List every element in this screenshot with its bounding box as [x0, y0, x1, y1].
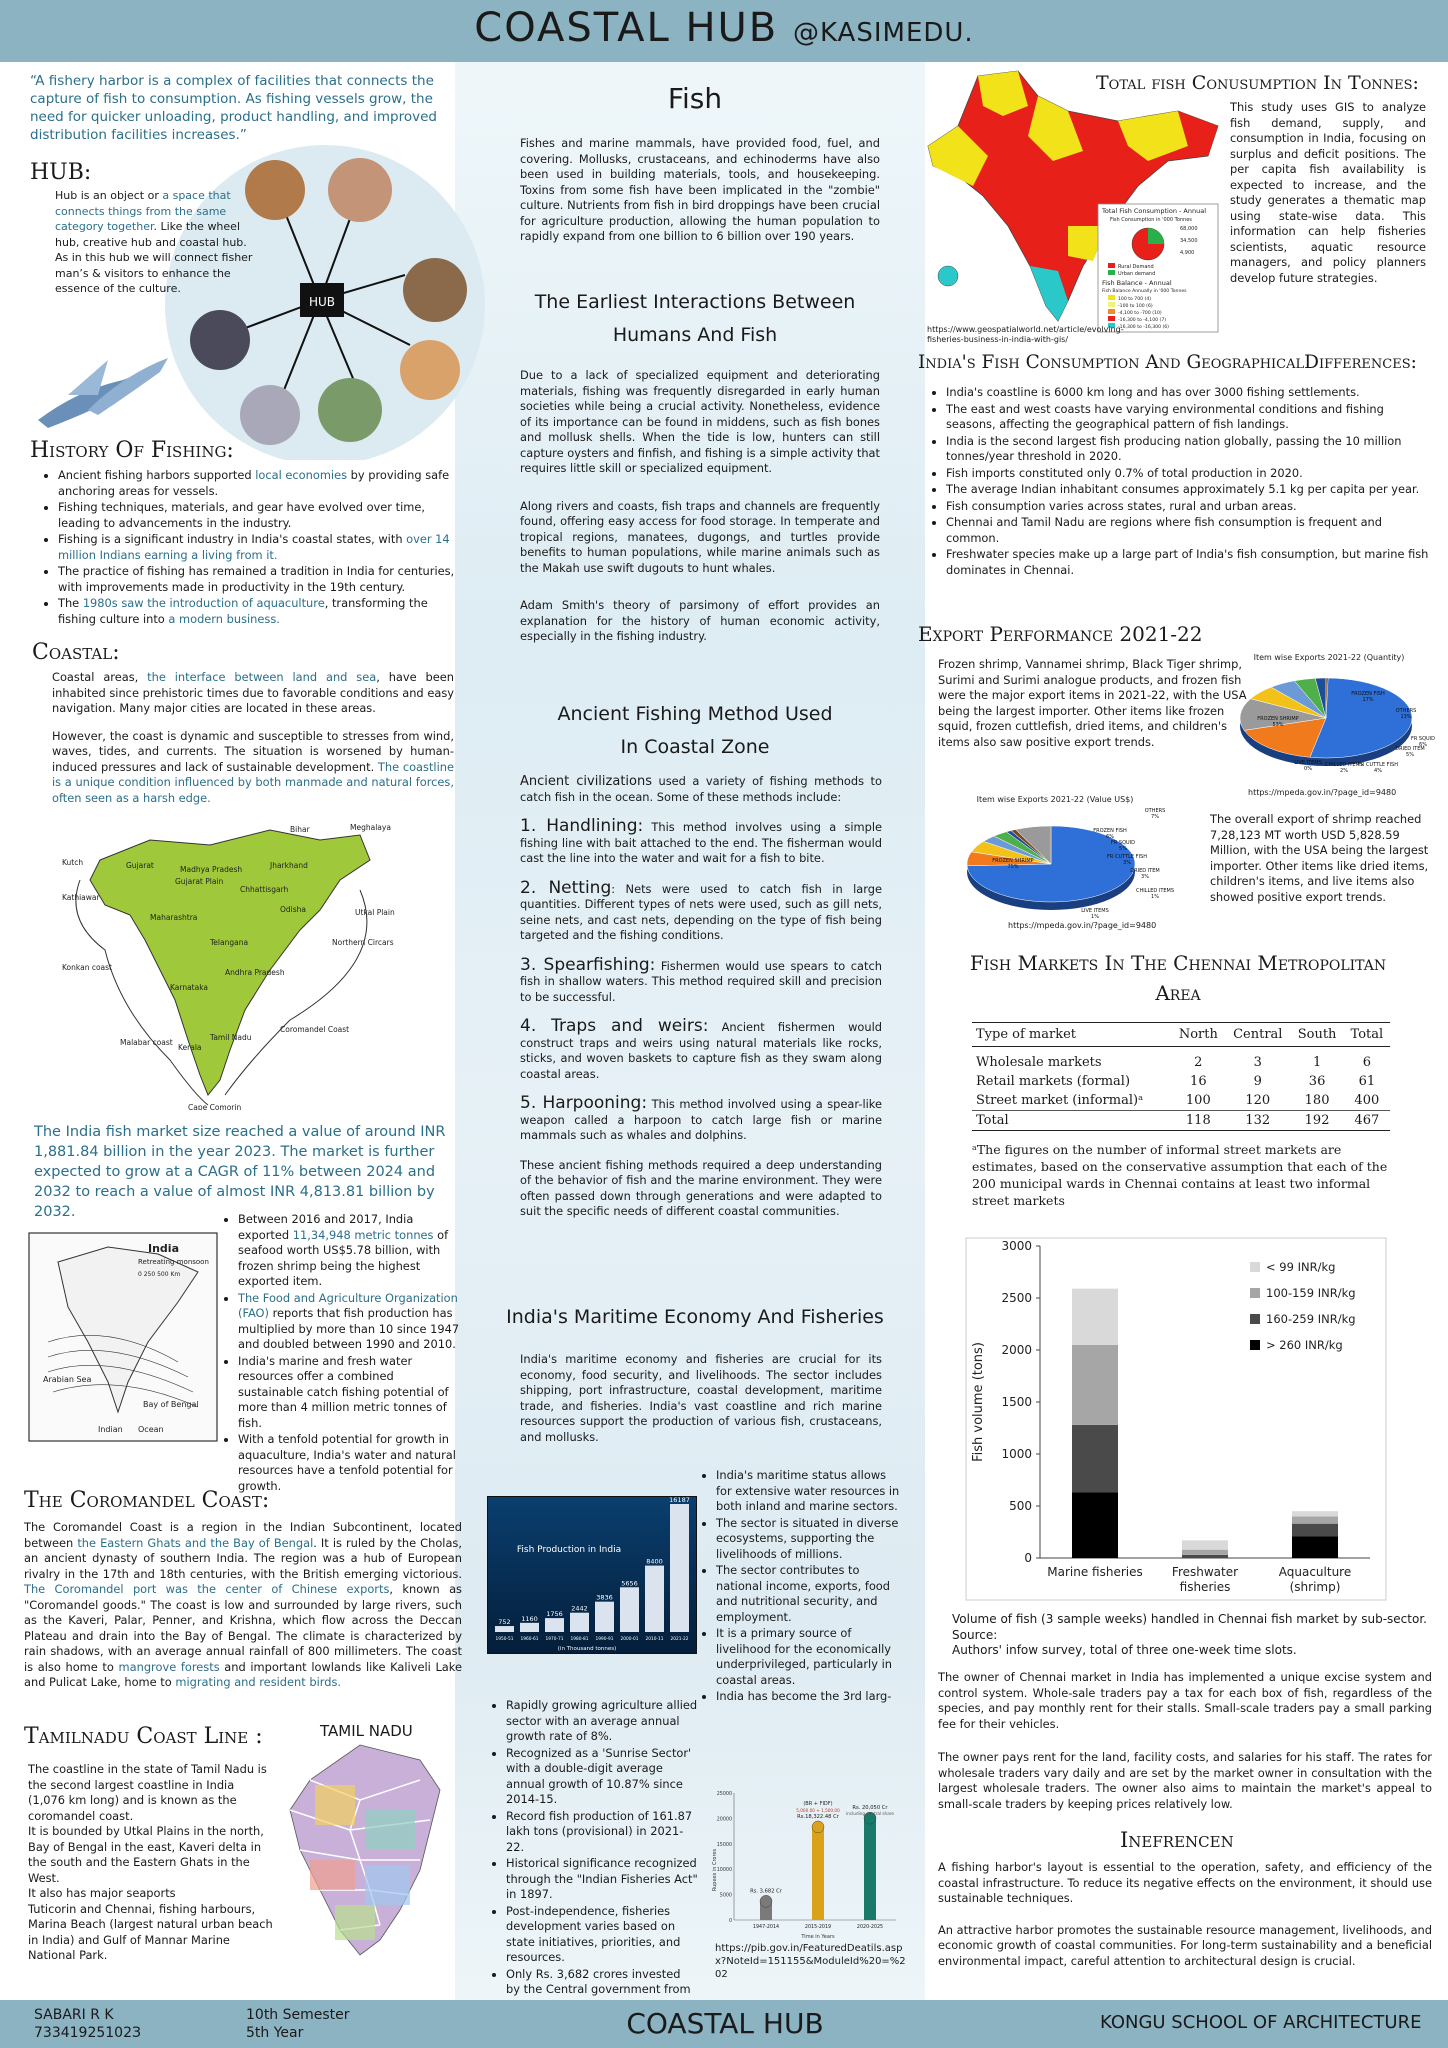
pie-label: FROZEN SHRIMP 75%: [992, 858, 1034, 870]
tamilnadu-text: The coastline in the state of Tamil Nadu is the second largest coastline in India (1,076 km long) and is known as the coromandel coast. It is bounded by Utkal Plains in the north, Bay of Bengal in the east, Kaveri delta in the south and the Eastern Ghats in the West. It also has major seaports Tuticorin and Chennai, fishing harbours, Marina Beach (largest natural urban beach in India) and Gulf of Mannar Marine National Park.: [28, 1762, 273, 1962]
export-heading: Export Performance 2021-22: [918, 622, 1203, 646]
svg-text:4,900: 4,900: [1180, 250, 1195, 256]
table-row: Wholesale markets 2 3 1 6: [976, 1055, 1371, 1070]
svg-text:India: India: [148, 1242, 179, 1255]
hub-heading: HUB:: [30, 160, 92, 185]
svg-text:Bay of Bengal: Bay of Bengal: [143, 1400, 199, 1409]
volume-bar-segment: [1182, 1550, 1228, 1555]
page-title: [0, 0, 1448, 62]
prod-category-label: 1960-61: [520, 1637, 539, 1642]
prod-bar-label: 8400: [646, 1557, 663, 1566]
geo-heading: India's Fish Consumption And GeographicalDifferences:: [918, 352, 1417, 373]
hub-photo-5: [318, 378, 382, 442]
col-header: South: [1290, 1023, 1343, 1047]
hub-photo-3: [403, 258, 467, 322]
volume-legend-label: 160-259 INR/kg: [1266, 1312, 1356, 1326]
svg-text:Konkan coast: Konkan coast: [62, 963, 112, 972]
prod-chart-unit: (in Thousand tonnes): [557, 1646, 617, 1652]
maritime-heading: India's Maritime Economy And Fisheries: [506, 1306, 884, 1328]
invest-y-tick: 15000: [716, 1842, 732, 1848]
volume-legend-label: > 260 INR/kg: [1266, 1338, 1343, 1352]
invest-ylabel: Rupees in Crores: [712, 1848, 718, 1892]
volume-category-label: Marine fisheries: [1047, 1565, 1143, 1579]
prod-bar-label: 3836: [596, 1593, 613, 1602]
ancient-methods: Ancient civilizations used a variety of fishing methods to catch fish in the ocean. Some of these methods include: 1. Handlining: This method involves using a simple fishing line with bait attached to the end. The fisherman would cast the line into the water and wait for a fish to bite. 2. Netting: Nets were used to catch fish in large quantities. Different types of nets were used, such as gill nets, seine nets, and cast nets, depending on the type of fish being targeted and the fishing conditions. 3. Spearfishing: Fishermen would use spears to catch fish in shallow waters. This method required skill and precision to be successful. 4. Traps and weirs: Ancient fishermen would construct traps and weirs using natural materials like rocks, sticks, and woven baskets to capture fish as they swam along coastal areas. 5. Harpooning: This method involved using a spear-like weapon called a harpoon to catch large fish or marine mammals such as whales and dolphins. These ancient fishing methods required a deep understanding of the behavior of fish and the marine environment. They were often passed down through generations and were adapted to suit the specific needs of different coastal communities.: [520, 774, 883, 1218]
svg-text:Malabar coast: Malabar coast: [120, 1038, 173, 1047]
volume-category-label: Freshwater: [1171, 1565, 1239, 1579]
prod-category-label: 1970-71: [545, 1637, 564, 1642]
col-header: Total: [1344, 1023, 1390, 1047]
fish-volume-chart: [960, 1236, 1410, 1606]
svg-text:Urban demand: Urban demand: [1118, 271, 1156, 277]
geo-list: • India's coastline is 6000 km long and has over 3000 fishing settlements. • The east and west coasts have varying environmental conditions and fishing seasons, affecting the geographical pattern of fish landings. • India is the second largest fish producing nation globally, passing the 10 million tonnes/year threshold in 2020. • Fish imports constituted only 0.7% of total production in 2020. • The average Indian inhabitant consumes approximately 5.1 kg per capita per year. • Fish consumption varies across states, rural and urban areas. • Chennai and Tamil Nadu are regions where fish consumption is frequent and common. • Freshwater species make up a large part of India's fish consumption, but marine fish dominates in Chennai.: [930, 385, 1430, 579]
consumption-map-source: https://www.geospatialworld.net/article/evolving-fisheries-business-in-india-with-gis/: [927, 325, 1124, 344]
invest-bar: [864, 1818, 876, 1920]
svg-text:Kathiawar: Kathiawar: [62, 893, 100, 902]
invest-y-tick: 5000: [719, 1893, 732, 1899]
coastal-heading: Coastal:: [32, 640, 120, 665]
svg-text:Telangana: Telangana: [210, 938, 249, 947]
markets-table-wrap: [972, 1022, 1390, 1209]
export-quantity-pie: [1218, 650, 1440, 780]
export-source-1: https://mpeda.gov.in/?page_id=9480: [1248, 788, 1397, 797]
tamilnadu-map-title: TAMIL NADU: [320, 1722, 413, 1740]
flying-fish-illustration: [28, 350, 178, 440]
svg-text:Indian: Indian: [98, 1425, 123, 1434]
volume-y-tick: 0: [1024, 1551, 1032, 1565]
invest-category-label: 1947-2014: [752, 1925, 780, 1930]
prod-category-label: 2010-11: [645, 1637, 664, 1642]
volume-y-tick: 3000: [1001, 1239, 1032, 1253]
pib-source: https://pib.gov.in/FeaturedDeatils.aspx?NoteId=151155&ModuleId%20=%202: [715, 1943, 906, 1980]
volume-bar-segment: [1292, 1536, 1338, 1558]
volume-bar-segment: [1182, 1555, 1228, 1558]
invest-mid-note-2: 5,000.00 + 1,500.00: [796, 1807, 840, 1813]
coromandel-text: The Coromandel Coast is a region in the Indian Subcontinent, located between the Eastern Ghats and the Bay of Bengal. It is ruled by the Cholas, an ancient dynasty of southern India. The region was a hub of European rivalry in the 17th and 18th centuries, with the British emerging victorious. The Coromandel port was the center of Chinese exports, known as "Coromandel goods." The coast is low and surrounded by large rivers, such as the Kaveri, Palar, Penner, and Krishna, which flow across the Deccan Plateau and drain into the Bay of Bengal. The climate is characterized by rain shadows, with an average annual rainfall of 800 millimeters. The coast is also home to mangrove forests and important lowlands like Kaliveli Lake and Pulicat Lake, home to migrating and resident birds.: [24, 1520, 462, 1689]
pie-label: LIVE ITEMS 1%: [1081, 908, 1109, 920]
prod-category-label: 2021-22: [670, 1637, 689, 1642]
footer-title: COASTAL HUB: [626, 2007, 824, 2040]
prod-bar-label: 16187: [669, 1496, 690, 1504]
pie-label: OTHERS 7%: [1144, 808, 1166, 820]
tamilnadu-heading: Tamilnadu Coast Line :: [24, 1724, 263, 1749]
table-row: Street market (informal)ᵃ 100 120 180 400: [976, 1093, 1380, 1108]
invest-mid-note: (BR + FIDF): [803, 1800, 833, 1807]
pie-val-title: Item wise Exports 2021-22 (Value US$): [976, 795, 1134, 804]
svg-text:Kerala: Kerala: [178, 1043, 202, 1052]
legend-sub: Fish Consumption in '000 Tonnes: [1110, 217, 1192, 223]
invest-y-tick: 10000: [716, 1868, 732, 1874]
invest-y-tick: 0: [728, 1919, 732, 1924]
owner-text: The owner of Chennai market in India has implemented a unique excise system and control system. Whole-sale traders pay a tax for each box of fish, regardless of the species, and pay monthly rent for their stalls. Small-scale traders pay a small parking fee for their vehicles. The owner pays rent for the land, facility costs, and salaries for his staff. The rates for wholesale traders vary daily and are set by the market owner in consultation with the largest wholesale traders. The owner also aims to maintain the market's appeal to small-scale traders by keeping prices relatively low.: [938, 1670, 1432, 1811]
title-subtitle: @KASIMEDU.: [792, 18, 974, 48]
volume-y-label: Fish volume (tons): [971, 1342, 986, 1462]
svg-text:Andhra Pradesh: Andhra Pradesh: [225, 968, 285, 977]
volume-bar-segment: [1072, 1345, 1118, 1425]
svg-text:Tamil Nadu: Tamil Nadu: [210, 1033, 252, 1042]
title-text: COASTAL HUB: [474, 5, 779, 51]
volume-legend-swatch: [1250, 1340, 1260, 1350]
volume-bar-segment: [1182, 1540, 1228, 1549]
volume-legend-label: < 99 INR/kg: [1266, 1260, 1336, 1274]
export-text-1: Frozen shrimp, Vannamei shrimp, Black Tiger shrimp, Surimi and Surimi analogue products, and frozen fish were the major export items in 2021-22, with the USA being the largest importer. Other items like frozen squid, frozen cuttlefish, dried items, and children's items also saw positive export trends.: [938, 657, 1247, 749]
pie-label: FR CUTTLE FISH 3%: [1107, 854, 1147, 866]
invest-y-tick: 20000: [716, 1817, 732, 1823]
history-list: • Ancient fishing harbors supported local economies by providing safe anchoring areas for vessels. • Fishing techniques, materials, and gear have evolved over time, leading to advancements in the industry. • Fishing is a significant industry in India's coastal states, with over 14 million Indians earning a living from it. • The practice of fishing has remained a tradition in India for centuries, with improvements made in productivity in the 19th century. • The 1980s saw the introduction of aquaculture, transforming the fishing culture into a modern business.: [42, 468, 457, 628]
svg-text:Utkal Plain: Utkal Plain: [355, 908, 395, 917]
invest-bar: [812, 1827, 824, 1920]
india-consumption-map: [918, 66, 1228, 338]
hub-text: Hub is an object or a space that connects things from the same category together. Like the wheel hub, creative hub and coastal hub. As in this hub we will connect fisher man’s & visitors to enhance the essence of the culture.: [55, 189, 253, 295]
table-row: Retail markets (formal) 16 9 36 61: [976, 1074, 1376, 1089]
col-header: Type of market: [972, 1023, 1172, 1047]
invest-y-tick: 25000: [716, 1792, 732, 1797]
pie-label: FR SQUID 5%: [1110, 840, 1136, 852]
prod-bar-label: 1160: [521, 1614, 538, 1623]
prod-bar: [620, 1587, 639, 1632]
india-monsoon-map: [28, 1232, 218, 1442]
svg-text:Arabian Sea: Arabian Sea: [43, 1375, 92, 1384]
col-header: North: [1172, 1023, 1226, 1047]
svg-text:Gujarat Plain: Gujarat Plain: [175, 877, 224, 886]
legend-title: Total Fish Consumption - Annual: [1102, 207, 1207, 215]
india-facts-list: • Between 2016 and 2017, India exported 11,34,948 metric tonnes of seafood worth US$5.78 billion, with frozen shrimp being the highest exported item. • The Food and Agriculture Organization (FAO) reports that fish production has multiplied by more than 10 since 1947 and doubled between 1990 and 2010. • India's marine and fresh water resources offer a combined sustainable catch fishing potential of more than 4 million metric tonnes of fish. • With a tenfold potential for growth in aquaculture, India's water and natural resources have a tenfold potential for growth.: [222, 1212, 460, 1495]
total-consumption-heading: Total fish Conusumption In Tonnes:: [1096, 72, 1419, 94]
markets-note: ᵃThe figures on the number of informal street markets are estimates, based on the conservative assumption that each of the 200 municipal wards in Chennai contains at least two informal street markets: [972, 1142, 1388, 1208]
volume-legend-label: 100-159 INR/kg: [1266, 1286, 1356, 1300]
volume-y-tick: 1000: [1001, 1447, 1032, 1461]
svg-text:68,000: 68,000: [1180, 226, 1198, 232]
table-row: Total 118 132 192 467: [972, 1111, 1390, 1131]
invest-bar-label: Rs.18,322.48 Cr: [797, 1813, 839, 1820]
coromandel-heading: The Coromandel Coast:: [24, 1488, 270, 1513]
svg-text:-100 to 100 (6): -100 to 100 (6): [1118, 304, 1153, 309]
history-heading: History Of Fishing:: [30, 438, 234, 463]
svg-text:Maharashtra: Maharashtra: [150, 913, 198, 922]
svg-text:Bihar: Bihar: [290, 825, 310, 834]
volume-y-tick: 1500: [1001, 1395, 1032, 1409]
col-header: Central: [1225, 1023, 1290, 1047]
svg-text:Chhattisgarh: Chhattisgarh: [240, 885, 289, 894]
volume-chart-caption: Volume of fish (3 sample weeks) handled in Chennai fish market by sub-sector. Source: Authors' infow survey, total of three one-week time slots.: [952, 1612, 1427, 1657]
hub-center-label: HUB: [308, 295, 336, 309]
svg-text:Rural Demand: Rural Demand: [1118, 264, 1154, 270]
pie-label: FR SQUID 6%: [1410, 736, 1436, 748]
fish-heading: Fish: [667, 82, 723, 115]
invest-category-label: 2015-2019: [804, 1925, 832, 1930]
fish-markets-table: [972, 1022, 1390, 1131]
export-text-2: The overall export of shrimp reached 7,28,123 MT worth USD 5,828.59 Million, with the USA being the largest importer. Other items like dried items, children's items, and live items also showed positive export trends.: [1210, 812, 1429, 904]
markets-heading: Fish Markets In The Chennai Metropolitan Area: [969, 951, 1387, 1005]
maritime-bullets-left: • Rapidly growing agriculture allied sector with an average annual growth rate of 8%. • Recognized as a 'Sunrise Sector' with a double-digit average annual growth of 10.87% since 2014-15. • Record fish production of 161.87 lakh tons (provisional) in 2021-22. • Historical significance recognized through the "Indian Fisheries Act" in 1897. • Post-independence, fisheries development varies based on state initiatives, priorities, and resources. • Only Rs. 3,682 crores invested by the Central government from: [490, 1698, 698, 2014]
svg-text:0 250 500 Km: 0 250 500 Km: [138, 1271, 181, 1278]
pie-label: FROZEN FISH 17%: [1351, 691, 1385, 703]
fish-text: Fishes and marine mammals, have provided food, fuel, and covering. Mollusks, crustaceans, and echinoderms have also been used in building materials, tools, and housekeeping. Toxins from some fish have been implicated in the "zombie" culture. Nutrients from fish in bird droppings have been crucial for agriculture production, allowing the human population to rapidly expand from one billion to 6 billion over 190 years.: [520, 136, 880, 243]
svg-text:Fish Balance Annually in '000: Fish Balance Annually in '000 Tonnes: [1102, 289, 1187, 294]
prod-bar-label: 5656: [621, 1579, 638, 1588]
pie-label: CHILLED ITEMS 2%: [1324, 762, 1364, 774]
volume-category-label: Aquaculture: [1278, 1565, 1352, 1579]
volume-bar-segment: [1072, 1425, 1118, 1493]
prod-category-label: 1990-91: [595, 1637, 614, 1642]
invest-xlabel: Time in Years: [801, 1934, 835, 1940]
volume-bar-segment: [1072, 1289, 1118, 1345]
volume-y-tick: 2500: [1001, 1291, 1032, 1305]
fish-market-callout: The India fish market size reached a value of around INR 1,881.84 billion in the year 2023. The market is further expected to grow at a CAGR of 11% between 2024 and 2032 to reach a value of almost INR 4,813.81 billion by 2032.: [34, 1124, 446, 1220]
volume-bar-segment: [1292, 1516, 1338, 1523]
svg-text:Ocean: Ocean: [138, 1425, 164, 1434]
prod-bar: [520, 1623, 539, 1632]
svg-text:Retreating monsoon: Retreating monsoon: [138, 1258, 209, 1266]
maritime-text: India's maritime economy and fisheries are crucial for its economy, food security, and livelihoods. The sector includes shipping, port infrastructure, coastal development, maritime trade, and fisheries. India's vast coastline and rich marine resources support the production of various fish, crustaceans, and mollusks.: [520, 1352, 882, 1444]
invest-bar-cap: [812, 1821, 824, 1833]
total-consumption-text: This study uses GIS to analyze fish demand, supply, and consumption in India, focusing on surplus and deficit positions. The per capita fish availability is expected to increase, and the study generates a thematic map using state-wise data. This information can help fisheries scientists, aquatic resource managers, and policy planners develop future strategies.: [1230, 100, 1426, 285]
prod-category-label: 1950-51: [495, 1637, 514, 1642]
svg-text:100 to 700 (4): 100 to 700 (4): [1118, 297, 1152, 302]
coastal-text: Coastal areas, the interface between land and sea, have been inhabited since prehistoric times due to favorable conditions and easy navigation. Many major cities are located in these areas. However, the coast is dynamic and susceptible to stresses from wind, waves, tides, and currents. The situation is worsened by human-induced pressures and lack of sustainable development. The coastline is a unique condition influenced by both manmade and natural forces, often seen as a harsh edge.: [52, 670, 454, 805]
volume-bar-segment: [1072, 1492, 1118, 1558]
volume-legend-swatch: [1250, 1288, 1260, 1298]
volume-y-tick: 2000: [1001, 1343, 1032, 1357]
prod-chart-title: Fish Production in India: [516, 1545, 622, 1555]
prod-bar-label: 1756: [546, 1610, 563, 1619]
svg-text:-16,300 to -16,300 (6): -16,300 to -16,300 (6): [1118, 325, 1169, 330]
svg-text:Gujarat: Gujarat: [126, 861, 154, 870]
prod-bar: [595, 1602, 614, 1632]
prod-bar: [670, 1504, 689, 1632]
inference-heading: Inefrencen: [1120, 1828, 1234, 1852]
prod-bar-label: 752: [498, 1618, 511, 1627]
export-value-pie: [955, 792, 1195, 924]
svg-text:Cape Comorin: Cape Comorin: [188, 1103, 242, 1110]
svg-text:Kutch: Kutch: [62, 858, 84, 867]
maritime-bullets-right: • India's maritime status allows for extensive water resources in both inland and marine sectors. • The sector is situated in diverse ecosystems, supporting the livelihoods of millions. • The sector contributes to national income, exports, food and nutritional security, and employment. • It is a primary source of livelihood for the economically underprivileged, particularly in coastal areas. • India has become the 3rd larg-: [700, 1468, 900, 1706]
prod-bar-label: 2442: [571, 1604, 588, 1613]
svg-text:-16,300 to -4,100 (7): -16,300 to -4,100 (7): [1118, 318, 1167, 323]
svg-text:34,500: 34,500: [1180, 238, 1198, 244]
invest-bar-label: Rs. 20,050 Cr: [852, 1805, 888, 1812]
invest-category-label: 2020-2025: [856, 1925, 884, 1930]
volume-bar-segment: [1292, 1524, 1338, 1536]
hub-photo-7: [190, 310, 250, 370]
volume-legend-swatch: [1250, 1262, 1260, 1272]
prod-bar: [495, 1626, 514, 1632]
footer-school: KONGU SCHOOL OF ARCHITECTURE: [1100, 2012, 1422, 2033]
svg-text:Madhya Pradesh: Madhya Pradesh: [180, 865, 243, 874]
svg-text:Meghalaya: Meghalaya: [350, 823, 391, 832]
volume-bar-segment: [1292, 1511, 1338, 1516]
hub-photo-6: [240, 385, 300, 445]
intro-quote: “A fishery harbor is a complex of facilities that connects the capture of fish to consumption. As fishing vessels grow, the need for quicker unloading, product handling, and improved distribution facilities increases.”: [30, 73, 438, 143]
ancient-heading: Ancient Fishing Method Used In Coastal Zone: [557, 703, 833, 758]
prod-bar: [570, 1613, 589, 1632]
invest-bar-label: Rs. 3,682 Cr: [750, 1888, 782, 1895]
inference-text: A fishing harbor's layout is essential to the operation, safety, and efficiency of the coastal infrastructure. To reduce its negative effects on the environment, it should use sustainable techniques. An attractive harbor promotes the sustainable resource management, livelihoods, and economic growth of coastal communities. For long-term sustainability and a beneficial environmental impact, careful attention to architectural design is crucial.: [938, 1860, 1432, 1968]
svg-text:-4,100 to -700 (10): -4,100 to -700 (10): [1118, 311, 1162, 316]
pie-label: CHILLED ITEMS 1%: [1135, 888, 1175, 900]
prod-category-label: 1980-81: [570, 1637, 589, 1642]
volume-legend-swatch: [1250, 1314, 1260, 1324]
prod-bar: [645, 1566, 664, 1632]
coastal-regions-map: [60, 820, 400, 1110]
svg-text:Coromandel Coast: Coromandel Coast: [280, 1025, 350, 1034]
pie-label: DRIED ITEM 3%: [1130, 868, 1160, 880]
prod-category-label: 2000-01: [620, 1637, 639, 1642]
hub-photo-2: [328, 158, 392, 222]
footer-semester: 10th Semester 5th Year: [246, 2007, 350, 2041]
invest-sub-label: including central share: [846, 1811, 894, 1817]
earliest-heading: The Earliest Interactions Between Humans And Fish: [534, 291, 856, 346]
svg-text:Fish Balance - Annual: Fish Balance - Annual: [1102, 279, 1172, 287]
invest-bar-cap: [760, 1895, 772, 1907]
volume-category-label: (shrimp): [1289, 1580, 1341, 1594]
earliest-text: Due to a lack of specialized equipment and deteriorating materials, fishing was frequently disregarded in early human societies while being a crucial activity. Nonetheless, evidence of its importance can be found in middens, such as fish bones and mollusk shells. When the tide is low, hunters can still capture oysters and finfish, and fishing is a simple activity that requires little skill or specialized equipment. Along rivers and coasts, fish traps and channels are frequently found, offering easy access for food storage. In temperate and tropical regions, manatees, dugongs, and turtles provide benefits to human populations, while marine animals such as the Makah use swift dugouts to hunt whales. Adam Smith's theory of parsimony of effort provides an explanation for the history of human economic activity, especially in the fishing industry.: [520, 368, 880, 643]
pie-label: OTHERS 13%: [1395, 708, 1417, 720]
pie-label: LIVE ITEMS 0%: [1294, 760, 1322, 772]
prod-bar: [545, 1618, 564, 1632]
tamilnadu-district-map: [270, 1740, 460, 1960]
fish-production-chart: [487, 1496, 697, 1654]
hub-photo-4: [400, 340, 460, 400]
pie-label: FROZEN FISH 6%: [1093, 828, 1127, 840]
pie-qty-title: Item wise Exports 2021-22 (Quantity): [1253, 653, 1405, 662]
footer-student: SABARI R K 73341925102З: [34, 2007, 141, 2041]
svg-text:Jharkhand: Jharkhand: [270, 861, 308, 870]
svg-text:Odisha: Odisha: [280, 905, 307, 914]
svg-text:Northern Circars: Northern Circars: [332, 938, 394, 947]
export-source-2: https://mpeda.gov.in/?page_id=9480: [1008, 921, 1157, 930]
pie-label: FROZEN SHRIMP 53%: [1257, 716, 1299, 728]
svg-text:Karnataka: Karnataka: [170, 983, 209, 992]
fisheries-investment-chart: [708, 1775, 898, 1940]
volume-y-tick: 500: [1009, 1499, 1032, 1513]
pie-label: DRIED ITEM 5%: [1395, 746, 1425, 758]
volume-category-label: fisheries: [1179, 1580, 1231, 1594]
pie-label: FR CUTTLE FISH 4%: [1358, 762, 1398, 774]
